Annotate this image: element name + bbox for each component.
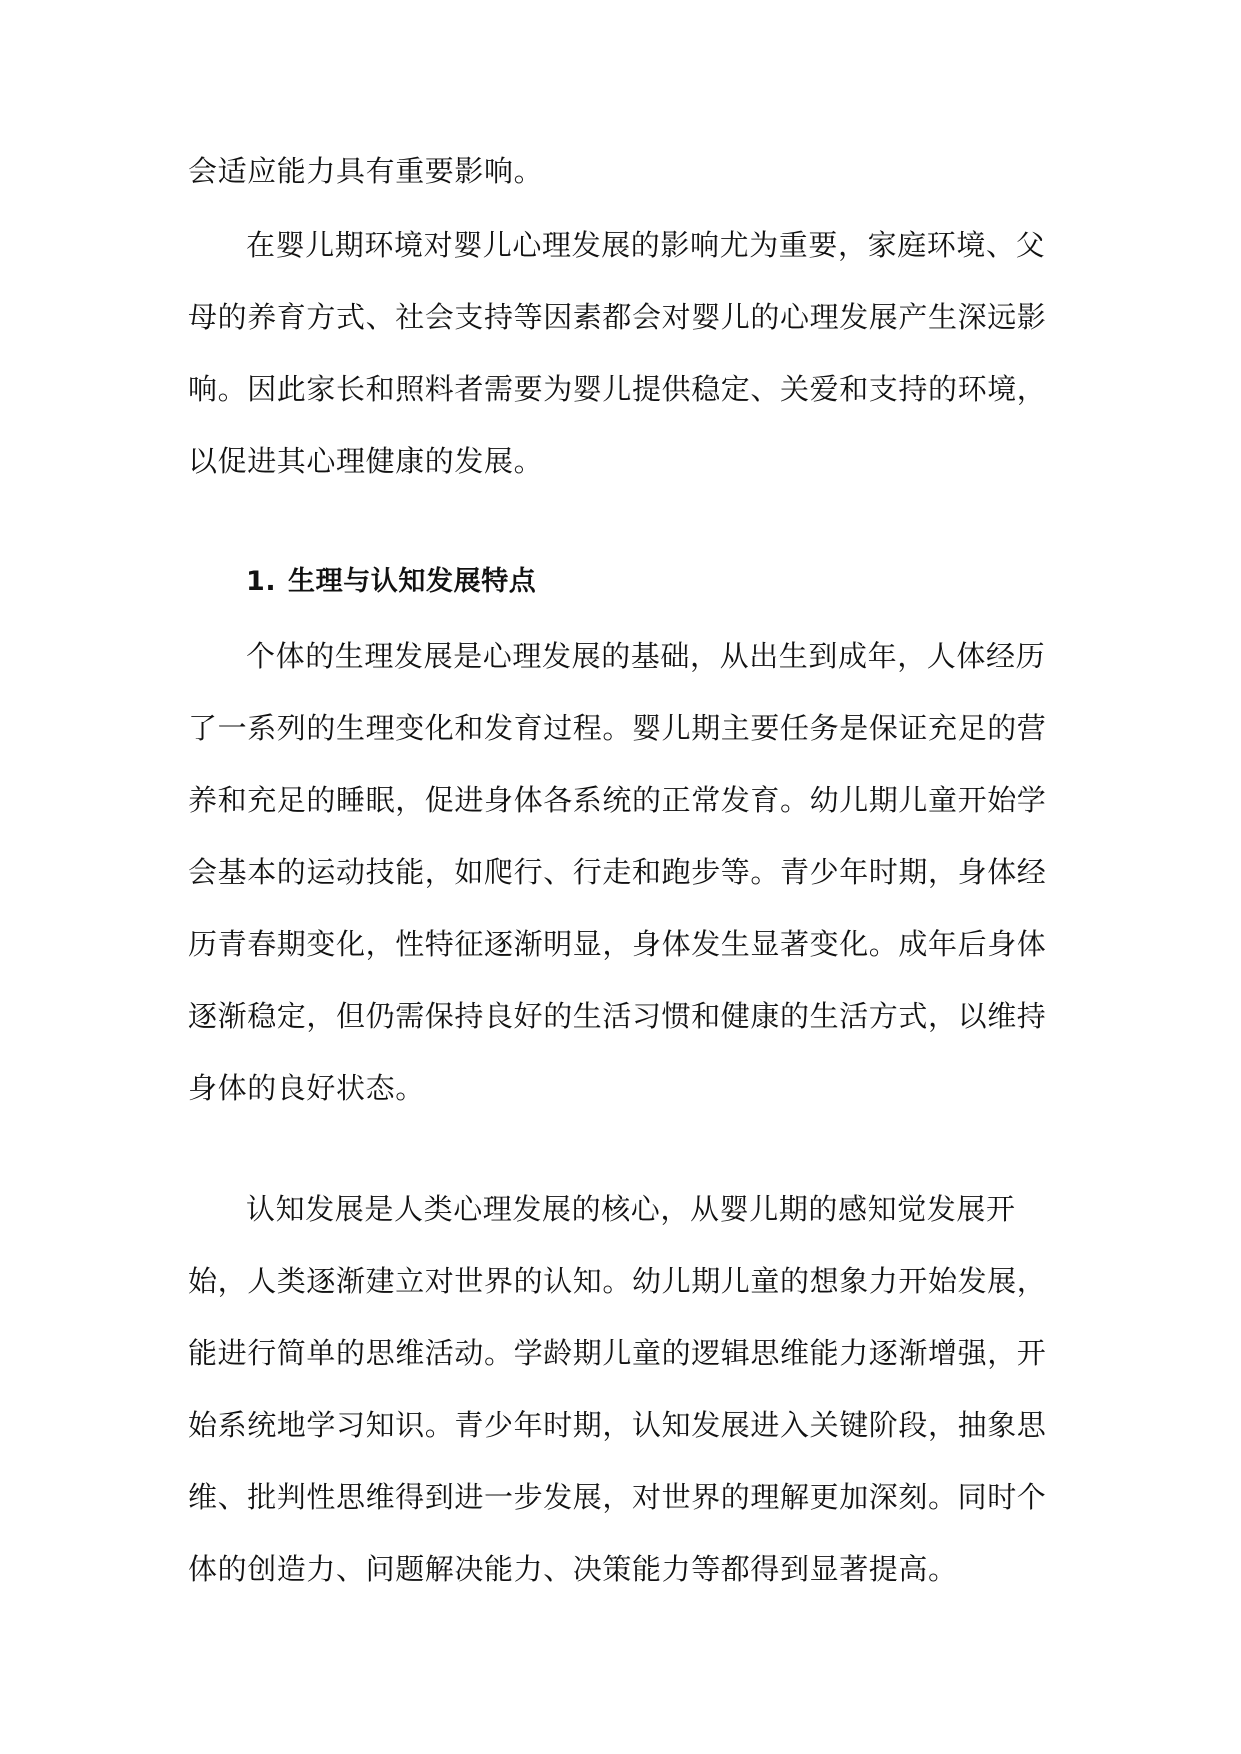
section-number: 1.: [246, 566, 277, 597]
paragraph-cognitive-development: 认知发展是人类心理发展的核心，从婴儿期的感知觉发展开始，人类逐渐建立对世界的认知。幼儿期儿童的想象力开始发展，能进行简单的思维活动。学龄期儿童的逻辑思维能力逐渐增强，开始系统地学习知识。青少年时期，认知发展进入关键阶段，抽象思维、批判性思维得到进一步发展，对世界的理解更加深刻。同时个体的创造力、问题解决能力、决策能力等都得到显著提高。: [188, 1192, 1047, 1586]
section-title: 生理与认知发展特点: [288, 566, 537, 597]
paragraph-infant-environment: 在婴儿期环境对婴儿心理发展的影响尤为重要，家庭环境、父母的养育方式、社会支持等因素都会对婴儿的心理发展产生深远影响。因此家长和照料者需要为婴儿提供稳定、关爱和支持的环境，以促进其心理健康的发展。: [188, 228, 1047, 478]
section-heading: [246, 546, 536, 618]
paragraph-continuation: 会适应能力具有重要影响。: [188, 154, 544, 188]
paragraph-physiological-development: 个体的生理发展是心理发展的基础，从出生到成年，人体经历了一系列的生理变化和发育过程。婴儿期主要任务是保证充足的营养和充足的睡眠，促进身体各系统的正常发育。幼儿期儿童开始学会基本的运动技能，如爬行、行走和跑步等。青少年时期，身体经历青春期变化，性特征逐渐明显，身体发生显著变化。成年后身体逐渐稳定，但仍需保持良好的生活习惯和健康的生活方式，以维持身体的良好状态。: [188, 639, 1047, 1105]
